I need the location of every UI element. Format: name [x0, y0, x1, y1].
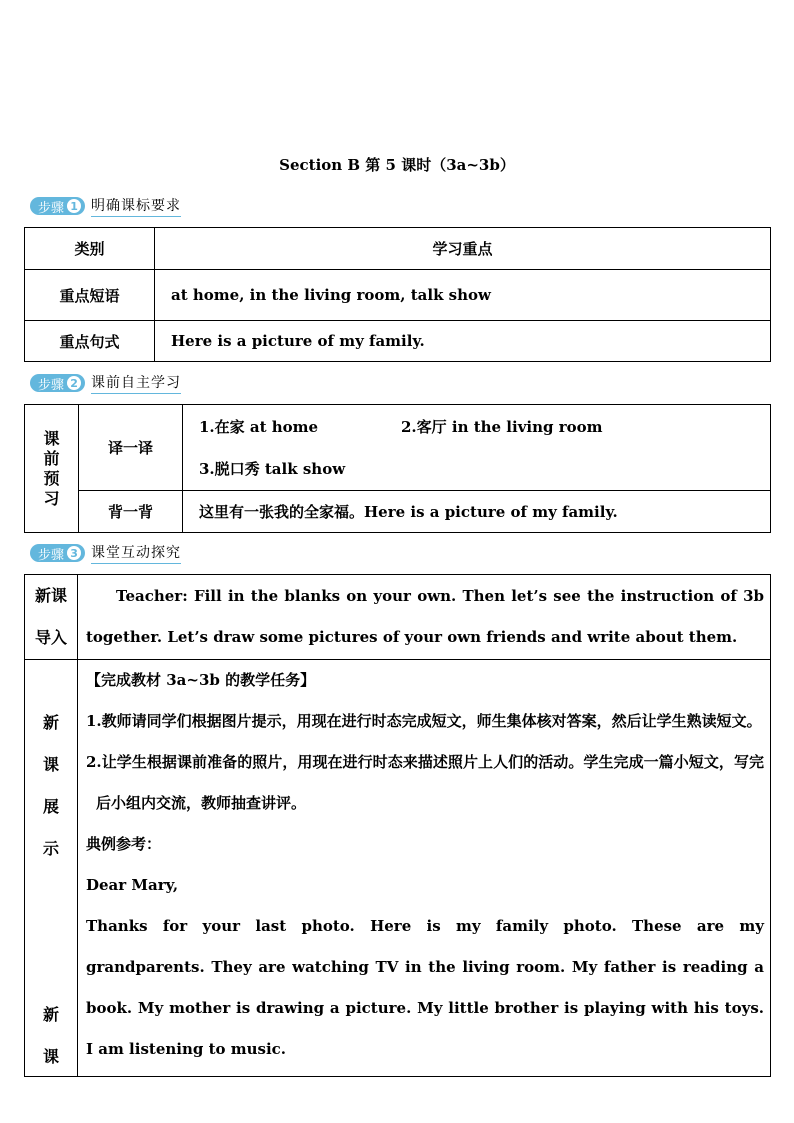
step-label: 步骤 [38, 200, 65, 216]
display-content [78, 660, 771, 1077]
step-number: 3 [67, 546, 81, 560]
step-title: 明确课标要求 [91, 195, 181, 217]
letter-greeting: Dear Mary, [86, 876, 179, 894]
step-label: 步骤 [38, 547, 65, 563]
example-label: 典例参考： [86, 835, 162, 853]
step-3-header [30, 543, 181, 563]
intro-text: Teacher: Fill in the blanks on your own. Then let’s see the instruction of 3b together. Let’s draw some pictures of your own friends and write about them. [78, 575, 771, 660]
step-2-header [30, 373, 181, 393]
header-category: 类别 [25, 228, 155, 270]
page-title: Section B 第 5 课时（3a~3b） [279, 156, 515, 174]
step-title: 课前自主学习 [91, 372, 181, 394]
task-1: 1.教师请同学们根据图片提示，用现在进行时态完成短文，师生集体核对答案，然后让学生熟读短文。 [86, 712, 762, 730]
task-title: 【完成教材 3a~3b 的教学任务】 [86, 671, 316, 689]
activity-table [24, 574, 771, 1077]
row-label-phrases: 重点短语 [25, 270, 155, 321]
step-number: 1 [67, 199, 81, 213]
key-points-table [24, 227, 771, 362]
row-value-sentence: Here is a picture of my family. [155, 321, 771, 362]
translate-item: 2.客厅 in the living room [401, 417, 603, 436]
header-key-points: 学习重点 [155, 228, 771, 270]
step-title: 课堂互动探究 [91, 542, 181, 564]
translate-items [183, 405, 771, 491]
preview-table [24, 404, 771, 533]
task-2: 2.让学生根据课前准备的照片，用现在进行时态来描述照片上人们的活动。学生完成一篇小短文，写完后小组内交流，教师抽查讲评。 [86, 753, 764, 812]
intro-label: 新课导入 [25, 575, 78, 660]
step-badge [30, 544, 85, 562]
step-badge [30, 374, 85, 392]
translate-item: 3.脱口秀 talk show [199, 459, 346, 478]
step-1-header [30, 196, 181, 216]
step-badge [30, 197, 85, 215]
translate-label: 译一译 [79, 405, 183, 491]
row-label-sentence: 重点句式 [25, 321, 155, 362]
step-number: 2 [67, 376, 81, 390]
recite-label: 背一背 [79, 491, 183, 533]
letter-body: Thanks for your last photo. Here is my family photo. These are my grandparents. They are watching TV in the living room. My father is reading a book. My mother is drawing a picture. My little brother is playing with his toys. I am listening to music. [86, 917, 764, 1058]
recite-text: 这里有一张我的全家福。Here is a picture of my family. [183, 491, 771, 533]
step-label: 步骤 [38, 377, 65, 393]
row-value-phrases: at home, in the living room, talk show [155, 270, 771, 321]
preview-side-label: 课前预习 [25, 405, 79, 533]
display-label: 新课展示 新课 [25, 660, 78, 1077]
translate-item: 1.在家 at home [199, 417, 319, 436]
